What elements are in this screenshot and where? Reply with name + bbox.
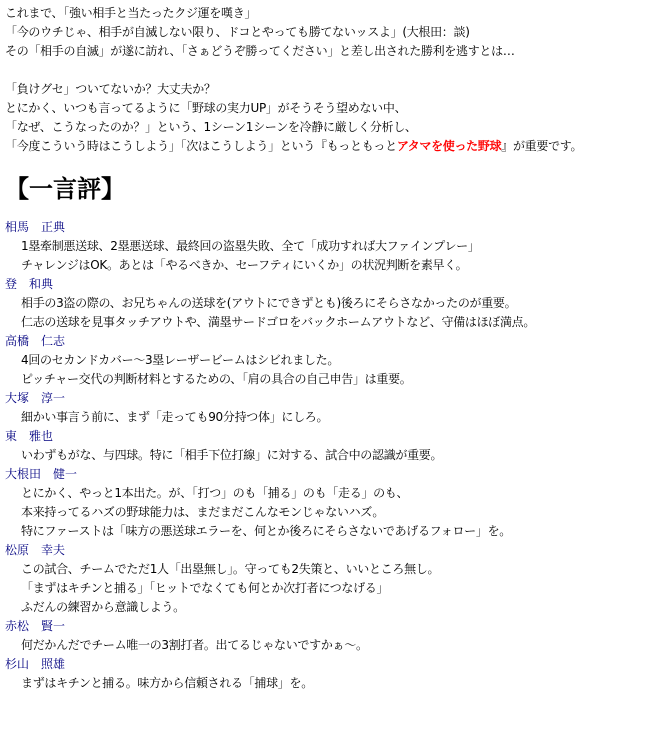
player-comment: とにかく、やっと1本出た。が、「打つ」のも「捕る」のも「走る」のも、 xyxy=(21,486,409,500)
player-comment: ピッチャー交代の判断材料とするための、「肩の具合の自己申告」は重要。 xyxy=(21,372,412,386)
player-name: 杉山 照雄 xyxy=(5,657,66,671)
intro-line: とにかく、いつも言ってるように「野球の実力UP」がそうそう望めない中、 xyxy=(5,101,407,115)
player-name: 大根田 健一 xyxy=(5,467,78,481)
player-comments-list xyxy=(5,218,656,693)
player-comment: 仁志の送球を見事タッチアウトや、満塁サードゴロをバックホームアウトなど、守備はほぼ満点。 xyxy=(21,315,536,329)
intro-line: これまで、「強い相手と当たったクジ運を嘆き」 xyxy=(5,6,257,20)
report-page xyxy=(5,4,656,693)
player-block xyxy=(5,427,656,465)
player-block xyxy=(5,541,656,617)
player-name: 赤松 賢一 xyxy=(5,619,66,633)
player-comment: ふだんの練習から意識しよう。 xyxy=(21,600,185,614)
spacer xyxy=(5,61,656,80)
player-comment: 特にファーストは「味方の悪送球エラーを、何とか後ろにそらさないであげるフォロー」を。 xyxy=(21,524,511,538)
player-name: 高橋 仁志 xyxy=(5,334,66,348)
player-block xyxy=(5,617,656,655)
intro-paragraph-2 xyxy=(5,80,656,156)
player-comment: 何だかんだでチーム唯一の3割打者。出てるじゃないですかぁ〜。 xyxy=(21,638,368,652)
spacer xyxy=(5,156,656,172)
intro-paragraph-1 xyxy=(5,4,656,61)
player-comment: 「まずはキチンと捕る」「ヒットでなくても何とか次打者につなげる」 xyxy=(21,581,389,595)
player-name: 松原 幸夫 xyxy=(5,543,66,557)
player-comment: まずはキチンと捕る。味方から信頼される「捕球」を。 xyxy=(21,676,313,690)
player-name: 相馬 正典 xyxy=(5,220,66,234)
intro-text: 「今度こういう時はこうしよう」「次はこうしよう」という『もっともっと xyxy=(5,139,397,153)
player-name: 東 雅也 xyxy=(5,429,54,443)
player-comment: この試合、チームでただ1人「出塁無し」。守っても2失策と、いいところ無し。 xyxy=(21,562,440,576)
player-comment: 1塁牽制悪送球、2塁悪送球、最終回の盗塁失敗、全て「成功すれば大ファインプレー」 xyxy=(21,239,480,253)
player-comment: チャレンジはOK。あとは「やるべきか、セーフティにいくか」の状況判断を素早く。 xyxy=(21,258,468,272)
player-block xyxy=(5,465,656,541)
player-comment: 本来持ってるハズの野球能力は、まだまだこんなモンじゃないハズ。 xyxy=(21,505,385,519)
intro-line-emphasis xyxy=(5,137,656,156)
intro-line: 「負けグセ」ついてないか？大丈夫か？ xyxy=(5,82,216,96)
intro-line: 「今のウチじゃ、相手が自滅しない限り、ドコとやっても勝てないッスよ」(大根田：談) xyxy=(5,25,470,39)
player-comment: いわずもがな、与四球。特に「相手下位打線」に対する、試合中の認識が重要。 xyxy=(21,448,443,462)
intro-line: その「相手の自滅」が遂に訪れ、「さぁどうぞ勝ってください」と差し出された勝利を逃すとは… xyxy=(5,44,515,58)
player-comment: 細かい事言う前に、まず「走っても90分持つ体」にしろ。 xyxy=(21,410,329,424)
player-block xyxy=(5,389,656,427)
highlight-text: アタマを使った野球 xyxy=(396,139,502,153)
player-name: 登 和典 xyxy=(5,277,54,291)
player-block xyxy=(5,275,656,332)
intro-line: 「なぜ、こうなったのか？」という、1シーン1シーンを冷静に厳しく分析し、 xyxy=(5,120,417,134)
player-block xyxy=(5,218,656,275)
intro-text: 』が重要です。 xyxy=(501,139,583,153)
player-name: 大塚 淳一 xyxy=(5,391,66,405)
player-comment: 相手の3盗の際の、お兄ちゃんの送球を(アウトにできずとも)後ろにそらさなかったのが重要。 xyxy=(21,296,517,310)
section-title: 【一言評】 xyxy=(5,175,125,203)
player-block xyxy=(5,332,656,389)
player-comment: 4回のセカンドカバー～3塁レーザービームはシビれました。 xyxy=(21,353,340,367)
player-block xyxy=(5,655,656,693)
